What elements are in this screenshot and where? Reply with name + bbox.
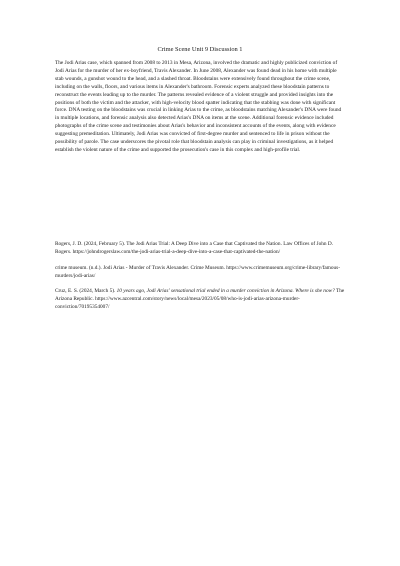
reference-link[interactable]: https://www.crimemuseum.org/crime-library/famous-murders/jodi-arias/ xyxy=(55,264,340,279)
reference-text: Rogers, J. D. (2024, February 5). The Jodi Arias Trial: A Deep Dive into a Case that Captivated the Nation. Law Offices of John D. Rogers. xyxy=(55,241,333,255)
references-list xyxy=(55,241,347,320)
reference-text: crime museum. (n.d.). Jodi Arias - Murder of Travis Alexander. Crime Museum. xyxy=(55,264,227,271)
reference-item xyxy=(55,288,347,312)
reference-item xyxy=(55,265,347,281)
reference-item xyxy=(55,241,347,257)
reference-italic-title: 10 years ago, Jodi Arias' sensational trial ended in a murder conviction in Arizona. Where is she now? xyxy=(116,288,335,295)
reference-text: Cruz, E. S. (2024, March 5). xyxy=(55,288,117,295)
document-body-paragraph: The Jodi Arias case, which spanned from 2008 to 2013 in Mesa, Arizona, involved the dramatic and highly publicized conviction of Jodi Arias for the murder of her ex-boyfriend, Travis Alexander. In June 2008, Alexander was found dead in his home with multiple stab wounds, a gunshot wound to the head, and a slashed throat. Bloodstains were extensively found throughout the crime scene, including on the walls, floors, and various items in Alexander's bathroom. Forensic experts analyzed these bloodstain patterns to reconstruct the events leading up to the murder. The patterns revealed evidence of a violent struggle and provided insights into the positions of both the victim and the attacker, with high-velocity blood spatter indicating that the stabbing was done with significant force. DNA testing on the bloodstains was crucial in linking Arias to the crime, as bloodstains matching Alexander's DNA were found in multiple locations, and forensic analysis also detected Arias's DNA on items at the scene. Additional forensic evidence included photographs of the crime scene and testimonies about Arias's behavior and inconsistent accounts of the events, along with evidence suggesting premeditation. Ultimately, Jodi Arias was convicted of first-degree murder and sentenced to life in prison without the possibility of parole. The case underscores the pivotal role that bloodstain analysis can play in criminal investigations, as it helped establish the violent nature of the crime and supported the prosecution's case in this complex and high-profile trial. xyxy=(55,60,342,153)
reference-link[interactable]: https://www.azcentral.com/story/news/local/mesa/2023/05/08/who-is-jodi-arias-arizona-murder-conviction/70195354007/ xyxy=(55,296,300,311)
reference-text: The Arizona Republic. xyxy=(55,288,345,303)
reference-link[interactable]: https://johndrogerslaw.com/the-jodi-arias-trial-a-deep-dive-into-a-case-that-captivated-the-nation/ xyxy=(72,248,281,255)
document-title: Crime Scene Unit 9 Discussion 1 xyxy=(157,46,243,53)
